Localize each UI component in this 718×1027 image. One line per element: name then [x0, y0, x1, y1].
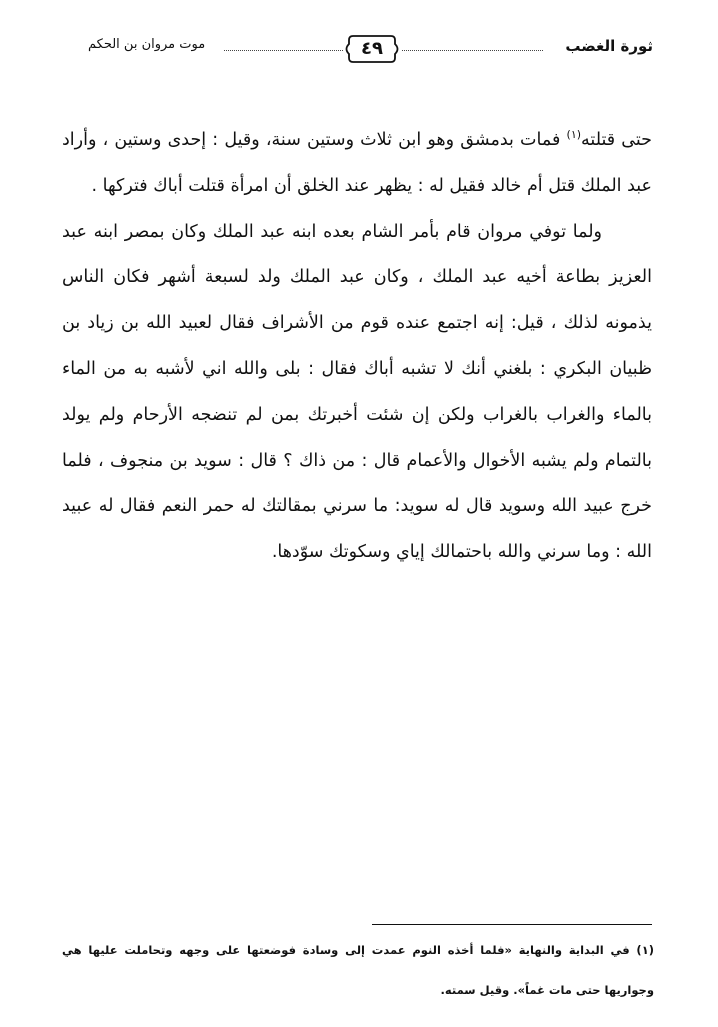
footnote-reference[interactable]: (١): [566, 128, 582, 142]
paragraph-text: فمات بدمشق وهو ابن ثلاث وستين سنة، وقيل : إحدى وستين ، وأراد عبد الملك قتل أم خالد فقيل له : يظهر عند الخلق أن امرأة قتلت أباك فتركها .: [62, 130, 652, 196]
page-number-badge: [343, 32, 401, 66]
footnotes: [62, 930, 654, 1010]
footnote-divider: [372, 924, 652, 925]
book-title: ثورة الغضب: [561, 37, 653, 55]
paragraph: [62, 118, 652, 210]
paragraph-text: حتى قتلته: [581, 130, 652, 150]
running-header: [88, 28, 653, 72]
main-text: [62, 118, 652, 576]
paragraph: ولما توفي مروان قام بأمر الشام بعده ابنه عبد الملك وكان بمصر ابنه عبد العزيز بطاعة أخيه عبد الملك ، وكان عبد الملك ولد لسبعة أشهر فكان الناس يذمونه لذلك ، قيل: إنه اجتمع عنده قوم من الأشراف فقال لعبيد الله بن زياد بن ظبيان البكري : بلغني أنك لا تشبه أباك فقال : بلى والله اني لأشبه به من الماء بالماء والغراب بالغراب ولكن إن شئت أخبرتك بمن لم تنضجه الأرحام ولم يولد بالتمام ولم يشبه الأخوال والأعمام قال : من ذاك ؟ قال : سويد بن منجوف ، فلما خرج عبيد الله وسويد قال له سويد: ما سرني بمقالتك له حمر النعم فقال له عبيد الله : وما سرني والله باحتمالك إياي وسكوتك سوّدها.: [62, 221, 652, 563]
footnote-1: (١) في البداية والنهاية «فلما أخذه النوم عمدت إلى وسادة فوضعتها على وجهه وتحاملت عليها هي وجواريها حتى مات غماً». وقيل سمته.: [62, 943, 654, 997]
chapter-title: موت مروان بن الحكم: [88, 37, 209, 52]
page-number: ٤٩: [361, 38, 383, 59]
